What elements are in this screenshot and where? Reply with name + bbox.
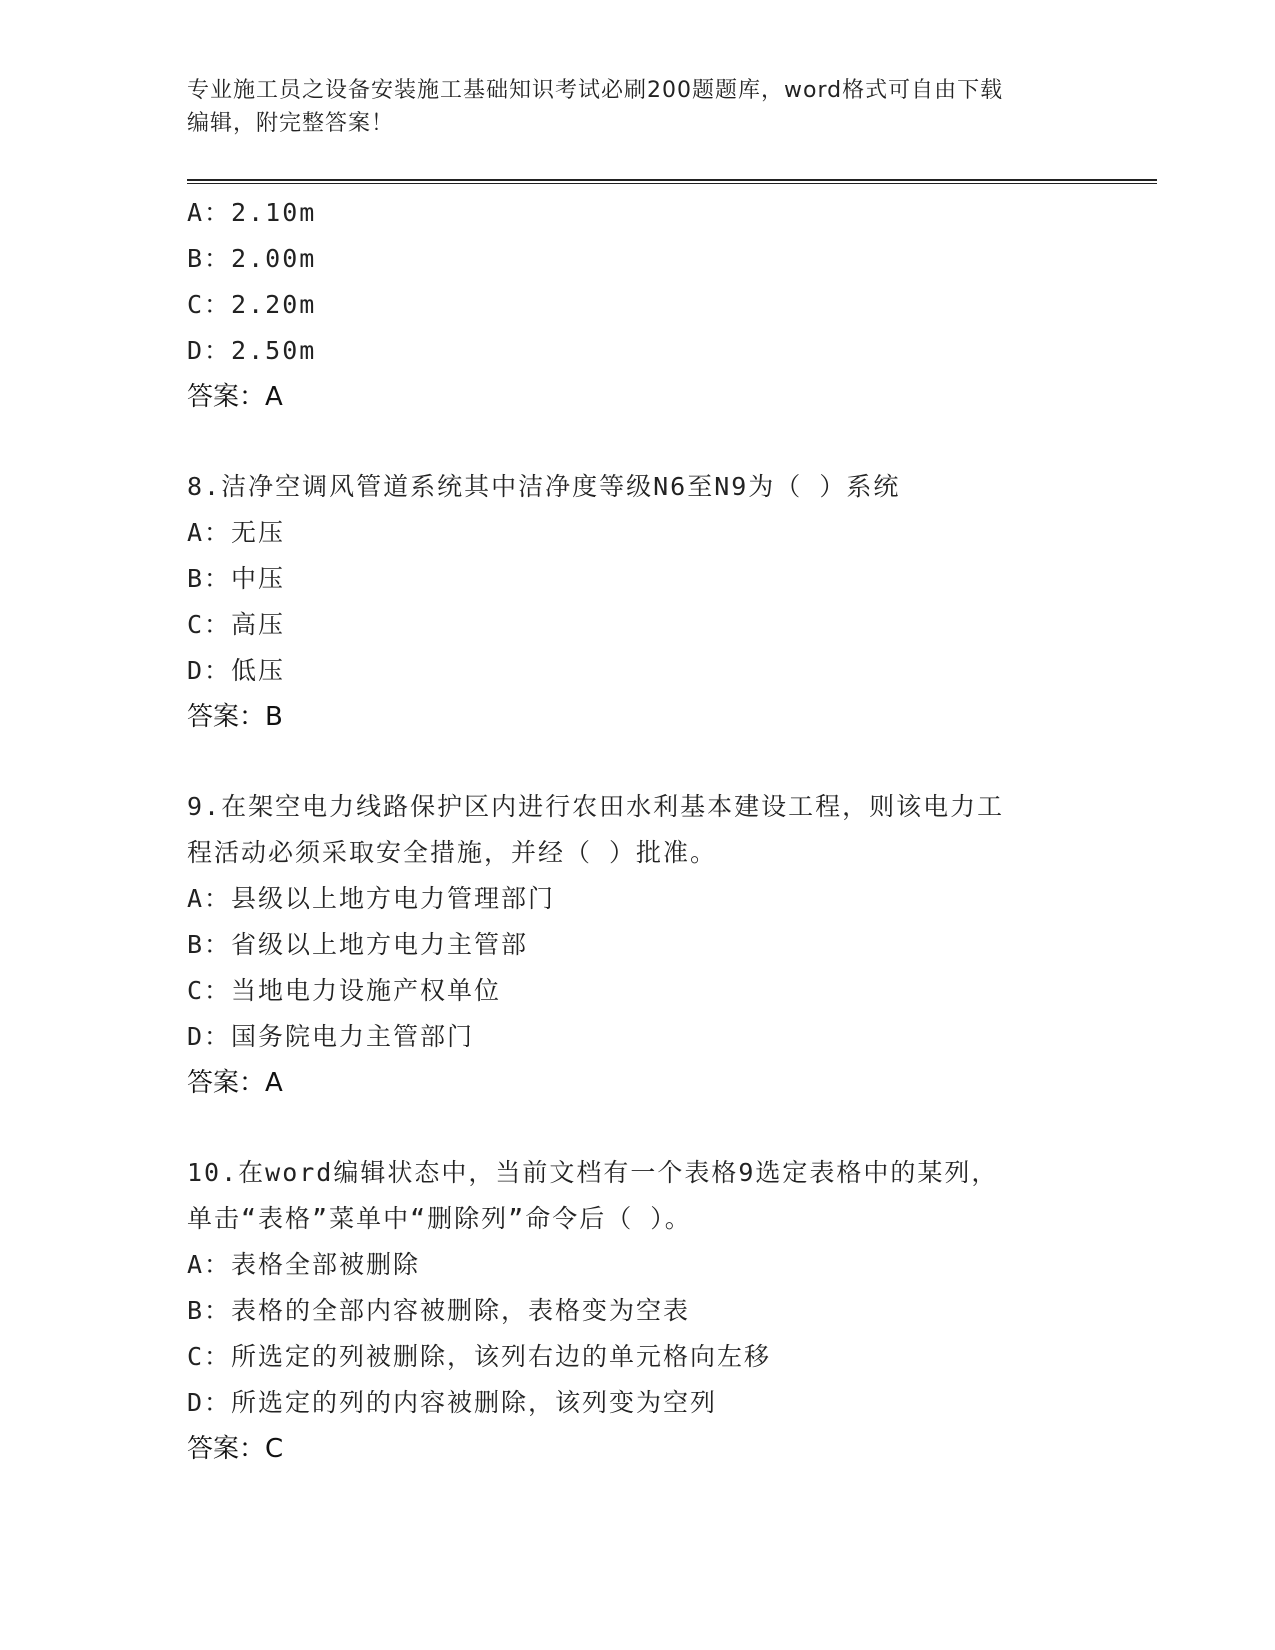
option-c: C：2.20m [187, 290, 317, 319]
question-stem-line-1: 9.在架空电力线路保护区内进行农田水利基本建设工程，则该电力工 [187, 792, 1005, 821]
question-block-8 [187, 464, 1147, 740]
option-b: B：表格的全部内容被删除，表格变为空表 [187, 1296, 691, 1325]
document-header [187, 74, 1087, 140]
option-c: C：当地电力设施产权单位 [187, 976, 502, 1005]
question-stem-line-2: 单击“表格”菜单中“删除列”命令后（ ）。 [187, 1204, 692, 1233]
answer-line: 答案：C [187, 1434, 284, 1464]
option-b: B：中压 [187, 564, 286, 593]
header-divider-thick [187, 179, 1157, 181]
option-b: B：省级以上地方电力主管部 [187, 930, 529, 959]
answer-line: 答案：A [187, 1068, 283, 1098]
question-block-7 [187, 190, 1147, 420]
question-stem-line-1: 10.在word编辑状态中，当前文档有一个表格9选定表格中的某列， [187, 1158, 999, 1187]
answer-line: 答案：B [187, 702, 283, 732]
question-block-9 [187, 784, 1147, 1106]
option-d: D：低压 [187, 656, 286, 685]
question-stem-line-2: 程活动必须采取安全措施，并经（ ）批准。 [187, 838, 718, 867]
question-block-10 [187, 1150, 1147, 1472]
option-a: A：表格全部被删除 [187, 1250, 421, 1279]
question-stem: 8.洁净空调风管道系统其中洁净度等级N6至N9为（ ）系统 [187, 472, 901, 501]
header-title-line-2: 编辑，附完整答案！ [187, 111, 395, 136]
option-a: A：2.10m [187, 198, 317, 227]
option-d: D：2.50m [187, 336, 317, 365]
header-divider-thin [187, 183, 1157, 184]
option-c: C：所选定的列被删除，该列右边的单元格向左移 [187, 1342, 772, 1371]
option-d: D：所选定的列的内容被删除，该列变为空列 [187, 1388, 718, 1417]
answer-line: 答案：A [187, 382, 283, 412]
option-c: C：高压 [187, 610, 286, 639]
question-list [187, 190, 1147, 1472]
option-d: D：国务院电力主管部门 [187, 1022, 475, 1051]
option-b: B：2.00m [187, 244, 317, 273]
option-a: A：县级以上地方电力管理部门 [187, 884, 556, 913]
option-a: A：无压 [187, 518, 286, 547]
header-title-line-1: 专业施工员之设备安装施工基础知识考试必刷200题题库，word格式可自由下载 [187, 78, 1004, 103]
